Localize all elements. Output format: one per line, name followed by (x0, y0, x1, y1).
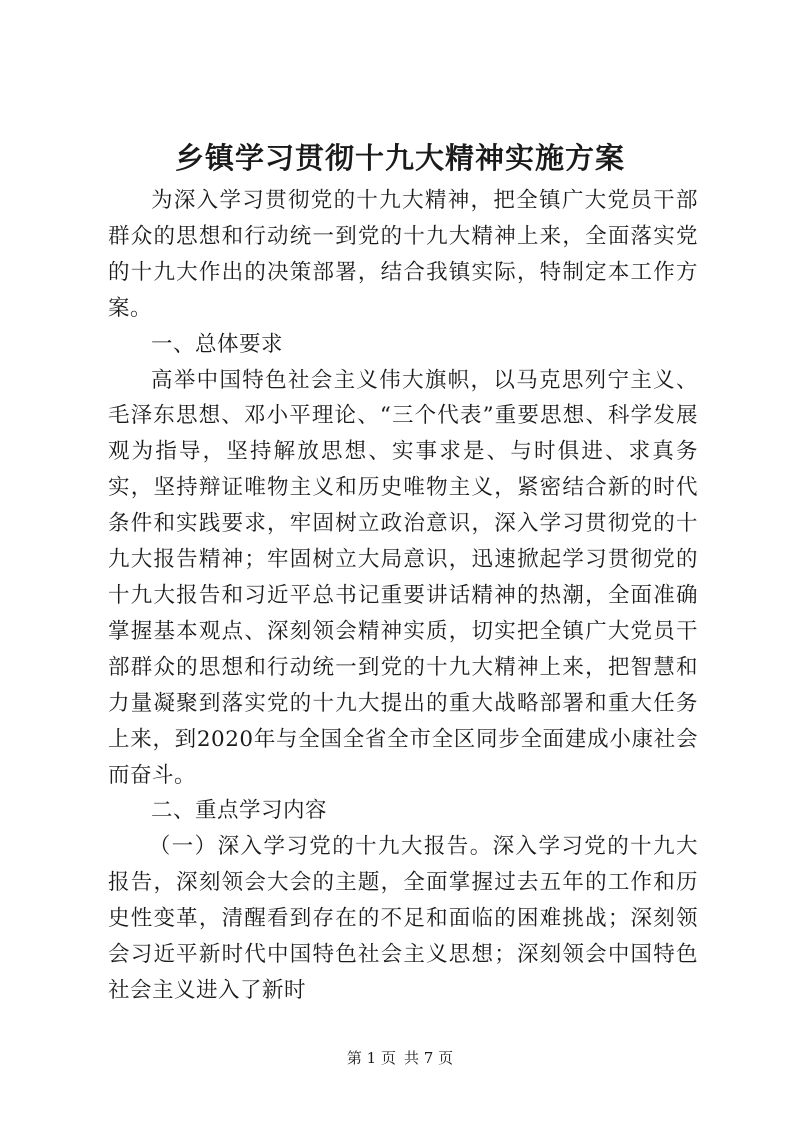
section-heading-general-requirements: 一、总体要求 (151, 331, 284, 357)
page-footer (0, 1048, 800, 1068)
study-report-paragraph: （一）深入学习党的十九大报告。深入学习党的十九大报告，深刻领会大会的主题，全面掌握过去五年的工作和历史性变革，清醒看到存在的不足和面临的困难挑战；深刻领会习近平新时代中国特色社会主义思想；深刻领会中国特色社会主义进入了新时 (108, 834, 698, 1003)
page-total: 共 7 页 (404, 1049, 454, 1067)
general-requirements-paragraph: 高举中国特色社会主义伟大旗帜，以马克思列宁主义、毛泽东思想、邓小平理论、“三个代表”重要思想、科学发展观为指导，坚持解放思想、实事求是、与时俱进、求真务实，坚持辩证唯物主义和历史唯物主义，紧密结合新的时代条件和实践要求，牢固树立政治意识，深入学习贯彻党的十九大报告精神；牢固树立大局意识，迅速掀起学习贯彻党的十九大报告和习近平总书记重要讲话精神的热潮，全面准确掌握基本观点、深刻领会精神实质，切实把全镇广大党员干部群众的思想和行动统一到党的十九大精神上来，把智慧和力量凝聚到落实党的十九大提出的重大战略部署和重大任务上来，到2020年与全国全省全市全区同步全面建成小康社会而奋斗。 (108, 367, 698, 788)
document-body (108, 183, 698, 1009)
section-heading-key-study-content: 二、重点学习内容 (151, 798, 328, 824)
document-title: 乡镇学习贯彻十九大精神实施方案 (174, 141, 625, 175)
page-number: 第 1 页 (346, 1049, 396, 1067)
intro-paragraph: 为深入学习贯彻党的十九大精神，把全镇广大党员干部群众的思想和行动统一到党的十九大精神上来，全面落实党的十九大作出的决策部署，结合我镇实际，特制定本工作方案。 (108, 188, 698, 321)
